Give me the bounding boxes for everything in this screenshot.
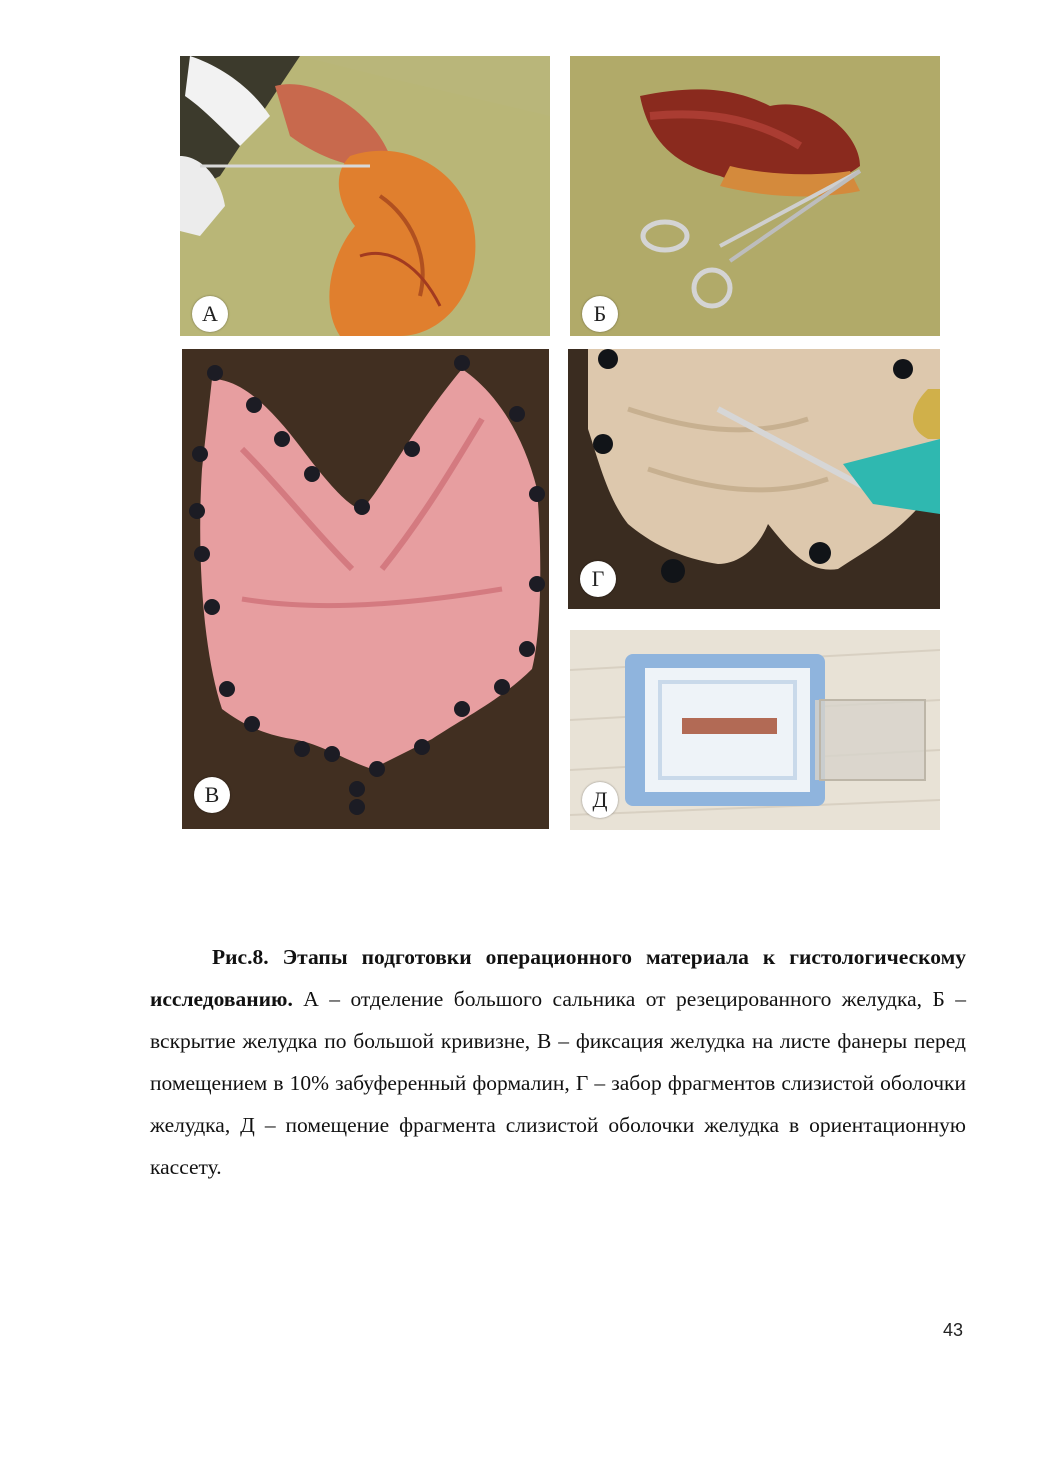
panel-label-v: В — [194, 777, 230, 813]
figure-panel-d — [570, 630, 940, 830]
page-number: 43 — [943, 1320, 964, 1340]
figure-caption — [150, 936, 966, 1188]
panel-label-d: Д — [582, 782, 618, 818]
figure-panel-b — [570, 56, 940, 336]
caption-title: Рис.8. Этапы подготовки операционного материала к гистологическому исследованию. — [150, 945, 966, 1011]
panel-label-b: Б — [582, 296, 618, 332]
figure-panel-a — [180, 56, 550, 336]
opened-stomach-scissors-photo — [570, 56, 940, 336]
stomach-pinned-on-board-photo — [182, 349, 549, 829]
tissue-cassette-photo — [570, 630, 940, 830]
panel-label-a: А — [192, 296, 228, 332]
figure-panel-g — [568, 349, 940, 609]
panel-label-g: Г — [580, 561, 616, 597]
figure-panel-v — [182, 349, 549, 829]
caption-body: А – отделение большого сальника от резецированного желудка, Б – вскрытие желудка по большой кривизне, В – фиксация желудка на листе фанеры перед помещением в 10% забуференный формалин, Г – забор фрагментов слизистой оболочки желудка, Д – помещение фрагмента слизистой оболочки желудка в ориентационную кассету. — [150, 987, 966, 1179]
resected-stomach-omentum-photo — [180, 56, 550, 336]
mucosa-sampling-scalpel-photo — [568, 349, 940, 609]
